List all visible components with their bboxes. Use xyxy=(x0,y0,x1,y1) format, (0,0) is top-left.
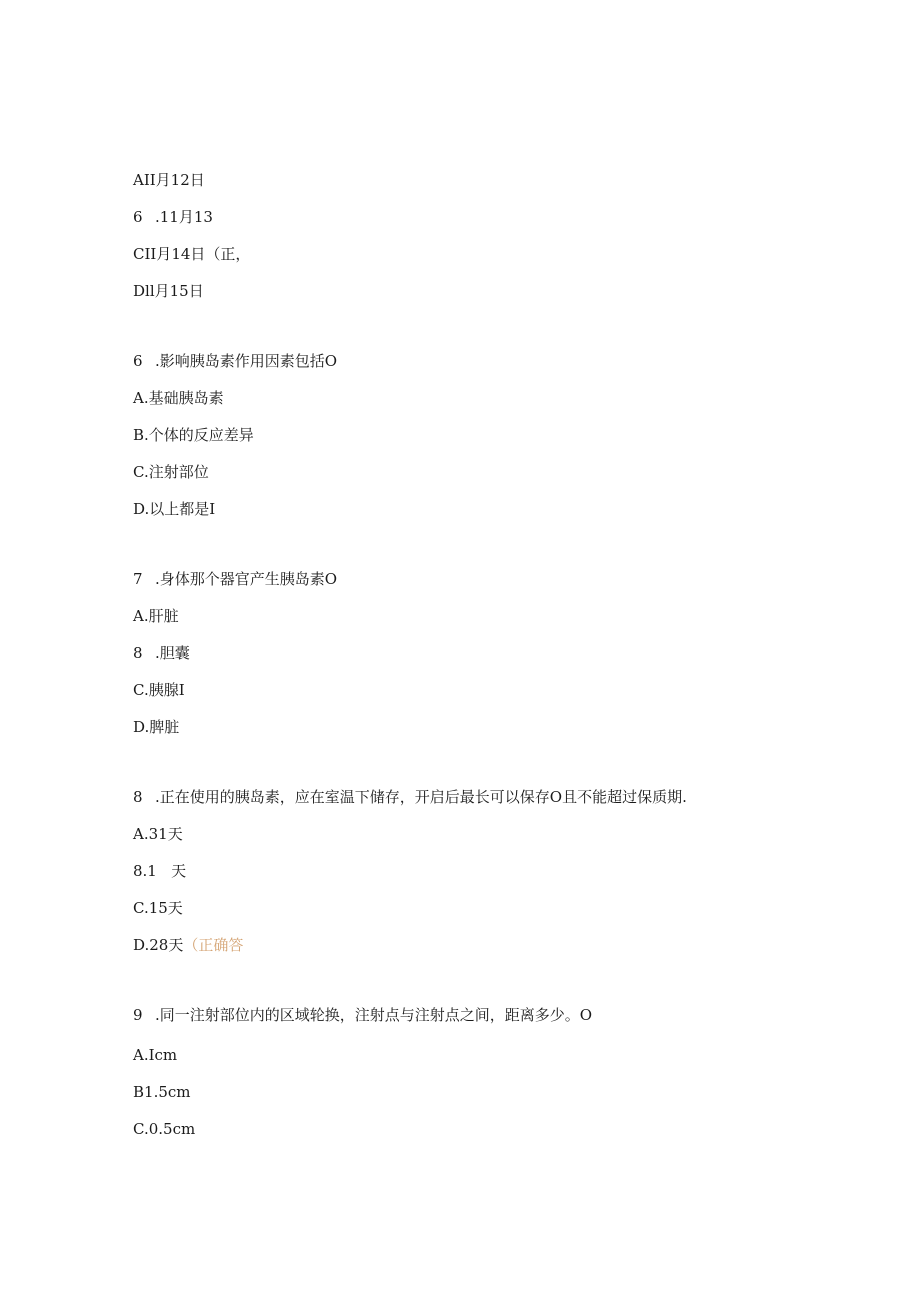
option-line: AII月12日 xyxy=(133,171,205,189)
option-line: A.31天 xyxy=(133,825,183,843)
option-line: 8.1 天 xyxy=(133,862,187,880)
option-line: C.15天 xyxy=(133,899,183,917)
question-number: 6 xyxy=(133,352,143,370)
answer-annotation: （正确答 xyxy=(183,936,244,954)
question-line: 8 .正在使用的胰岛素，应在室温下储存，开启后最长可以保存O且不能超过保质期. xyxy=(133,788,687,806)
option-line: 8 .胆囊 xyxy=(133,644,190,662)
option-line: D.28天（正确答 xyxy=(133,936,244,954)
option-line: B.个体的反应差异 xyxy=(133,426,254,444)
option-line: A.Icm xyxy=(133,1046,178,1064)
item-number: 8 xyxy=(133,644,143,662)
question-number: 8 xyxy=(133,788,143,806)
option-line: A.肝脏 xyxy=(133,607,179,625)
option-line: CII月14日（正， xyxy=(133,245,251,263)
option-line: C.注射部位 xyxy=(133,463,209,481)
question-number: 9 xyxy=(133,1006,143,1024)
question-line: 7 .身体那个器官产生胰岛素O xyxy=(133,570,338,588)
option-line: C.0.5cm xyxy=(133,1120,196,1138)
option-line: B1.5cm xyxy=(133,1083,191,1101)
option-line: D.脾脏 xyxy=(133,718,180,736)
question-line: 6 .影响胰岛素作用因素包括O xyxy=(133,352,338,370)
item-number: 6 xyxy=(133,208,143,226)
question-number: 7 xyxy=(133,570,143,588)
option-line: A.基础胰岛素 xyxy=(133,389,224,407)
option-line: 6 .11月13 xyxy=(133,208,213,226)
question-line: 9 .同一注射部位内的区域轮换，注射点与注射点之间，距离多少。O xyxy=(133,1006,593,1024)
option-line: D.以上都是I xyxy=(133,500,216,518)
option-line: C.胰腺I xyxy=(133,681,185,699)
option-line: Dll月15日 xyxy=(133,282,204,300)
